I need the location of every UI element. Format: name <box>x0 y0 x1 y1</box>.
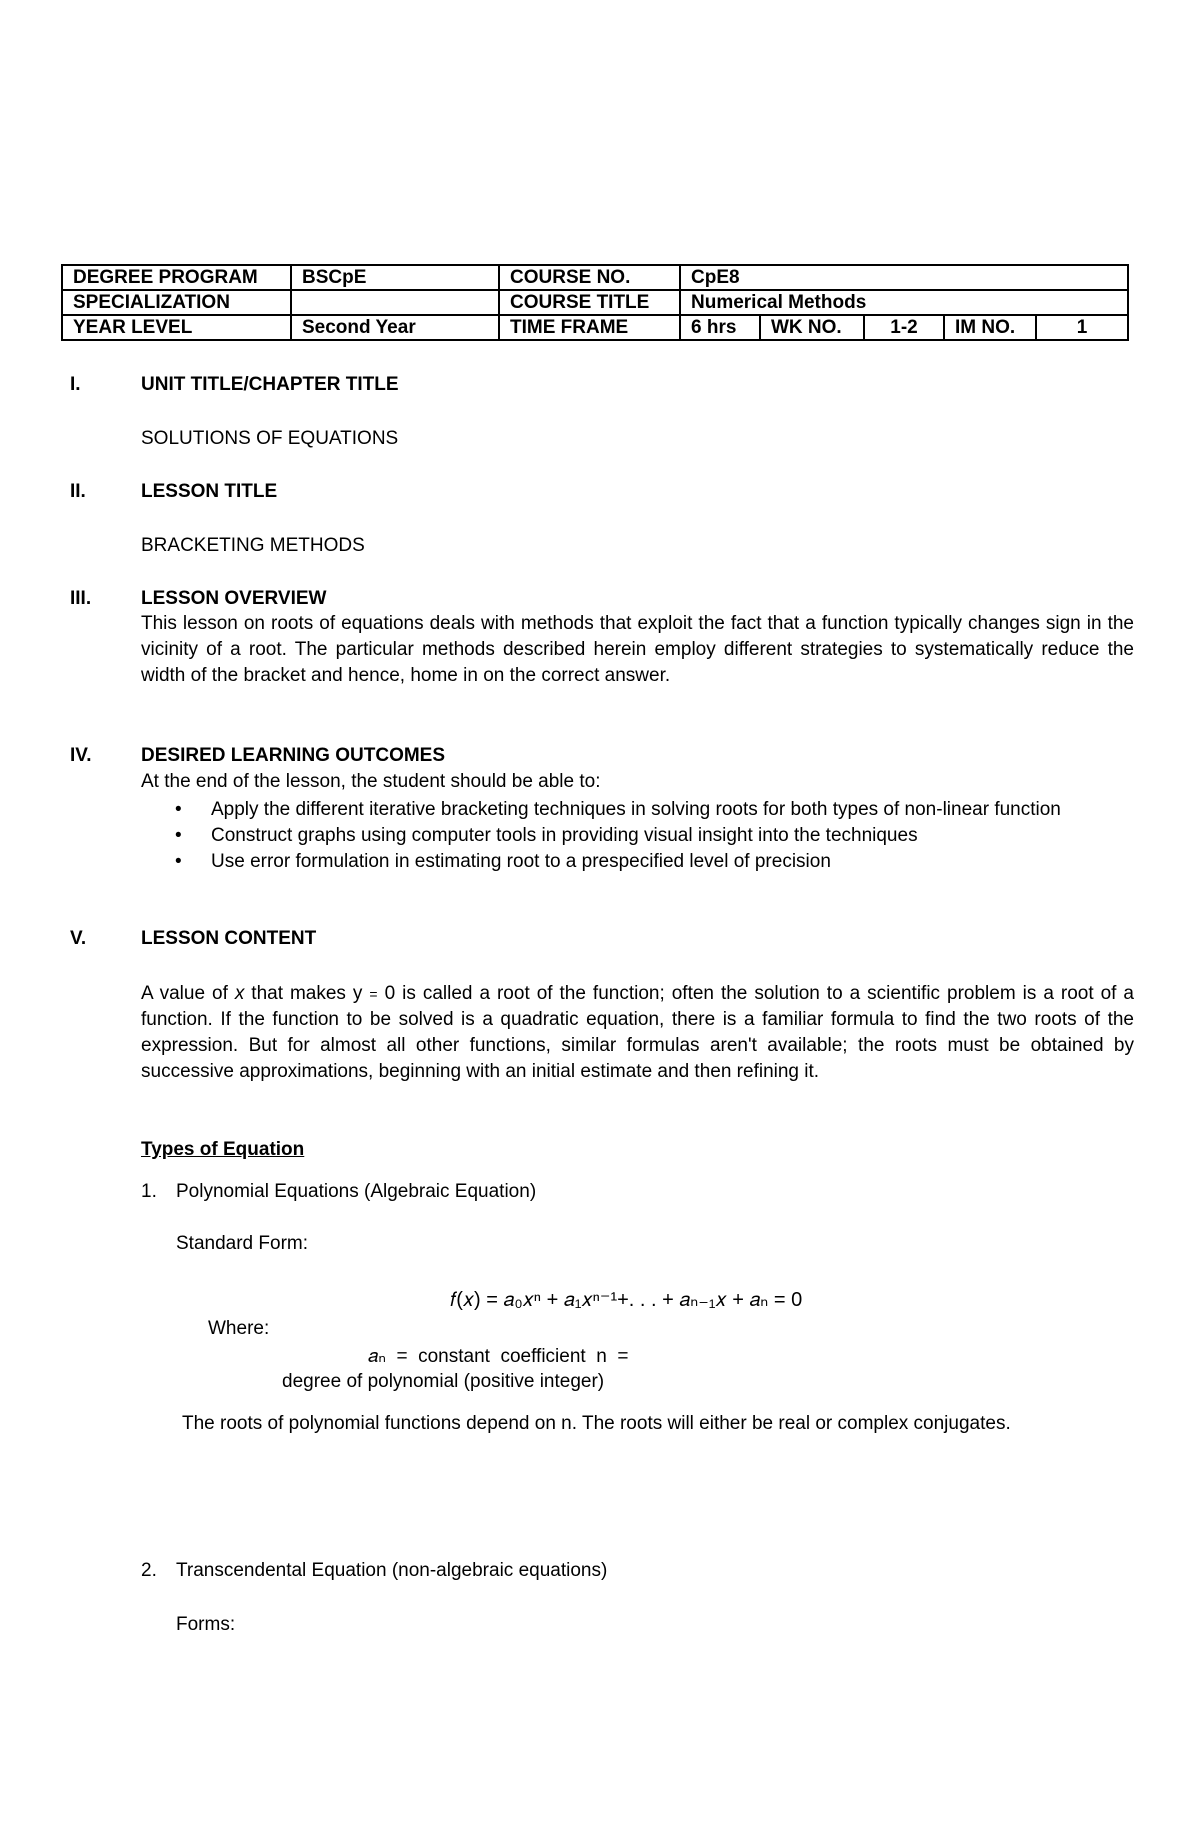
table-row <box>62 265 1128 290</box>
wk-no-value: 1-2 <box>864 315 944 340</box>
bullet-icon: • <box>175 825 182 846</box>
degree-program-value: BSCpE <box>291 265 499 290</box>
list-item: • Construct graphs using computer tools in providing visual insight into the techniques <box>141 823 1134 849</box>
outcomes-list <box>141 797 1134 875</box>
section-1-number: I. <box>70 374 81 395</box>
section-4-number: IV. <box>70 745 92 766</box>
unit-title: SOLUTIONS OF EQUATIONS <box>141 428 399 449</box>
year-level-value: Second Year <box>291 315 499 340</box>
standard-form-label: Standard Form: <box>176 1233 308 1254</box>
course-no-label: COURSE NO. <box>499 265 680 290</box>
course-info-table <box>61 264 1129 341</box>
section-3-number: III. <box>70 588 92 609</box>
item-1-title: Polynomial Equations (Algebraic Equation) <box>176 1181 537 1202</box>
im-no-label: IM NO. <box>944 315 1036 340</box>
specialization-label: SPECIALIZATION <box>62 290 291 315</box>
outcomes-intro: At the end of the lesson, the student should be able to: <box>141 771 601 792</box>
section-4-title: DESIRED LEARNING OUTCOMES <box>141 745 446 766</box>
lesson-overview-text: This lesson on roots of equations deals with methods that exploit the fact that a function typically changes sign in the vicinity of a root. The particular methods described herein employ different strategies to systematically reduce the width of the bracket and hence, home in on the correct answer. <box>141 613 1134 686</box>
item-1-number: 1. <box>141 1181 157 1202</box>
im-no-value: 1 <box>1036 315 1128 340</box>
course-title-label: COURSE TITLE <box>499 290 680 315</box>
time-frame-value: 6 hrs <box>680 315 760 340</box>
course-title-value: Numerical Methods <box>680 290 1128 315</box>
course-no-value: CpE8 <box>680 265 1128 290</box>
lesson-content-text: A value of x that makes y = 0 is called a root of the function; often the solution to a scientific problem is a root of a function. If the function to be solved is a quadratic equation, there is a familiar formula to find the two roots of the expression. But for almost all other functions, similar formulas aren't available; the roots must be obtained by successive approximations, beginning with an initial estimate and then refining it. <box>141 983 1134 1082</box>
forms-label: Forms: <box>176 1614 236 1635</box>
list-item: • Use error formulation in estimating root to a prespecified level of precision <box>141 849 1134 875</box>
where-line-2: degree of polynomial (positive integer) <box>282 1371 605 1392</box>
time-frame-label: TIME FRAME <box>499 315 680 340</box>
section-5-number: V. <box>70 928 87 949</box>
wk-no-label: WK NO. <box>760 315 864 340</box>
polynomial-equation: 𝑓(𝑥) = 𝑎₀𝑥ⁿ + 𝑎₁𝑥ⁿ⁻¹+. . . + 𝑎ₙ₋₁𝑥 + 𝑎ₙ = 0 <box>450 1289 803 1311</box>
section-2-title: LESSON TITLE <box>141 481 278 502</box>
item-2-title: Transcendental Equation (non-algebraic equations) <box>176 1560 608 1581</box>
degree-program-label: DEGREE PROGRAM <box>62 265 291 290</box>
lesson-title: BRACKETING METHODS <box>141 535 365 556</box>
types-heading: Types of Equation <box>141 1139 305 1160</box>
table-row <box>62 290 1128 315</box>
where-label: Where: <box>208 1318 270 1339</box>
year-level-label: YEAR LEVEL <box>62 315 291 340</box>
section-5-title: LESSON CONTENT <box>141 928 317 949</box>
section-3-title: LESSON OVERVIEW <box>141 588 327 609</box>
specialization-value <box>291 290 499 315</box>
table-row <box>62 315 1128 340</box>
section-1-title: UNIT TITLE/CHAPTER TITLE <box>141 374 399 395</box>
section-2-number: II. <box>70 481 86 502</box>
where-line-1: 𝑎ₙ = constant coefficient n = <box>368 1346 629 1367</box>
roots-note: The roots of polynomial functions depend on n. The roots will either be real or complex conjugates. <box>182 1413 1011 1434</box>
bullet-icon: • <box>175 851 182 872</box>
item-2-number: 2. <box>141 1560 157 1581</box>
list-item: • Apply the different iterative bracketing techniques in solving roots for both types of non-linear function <box>141 797 1134 823</box>
bullet-icon: • <box>175 799 182 820</box>
